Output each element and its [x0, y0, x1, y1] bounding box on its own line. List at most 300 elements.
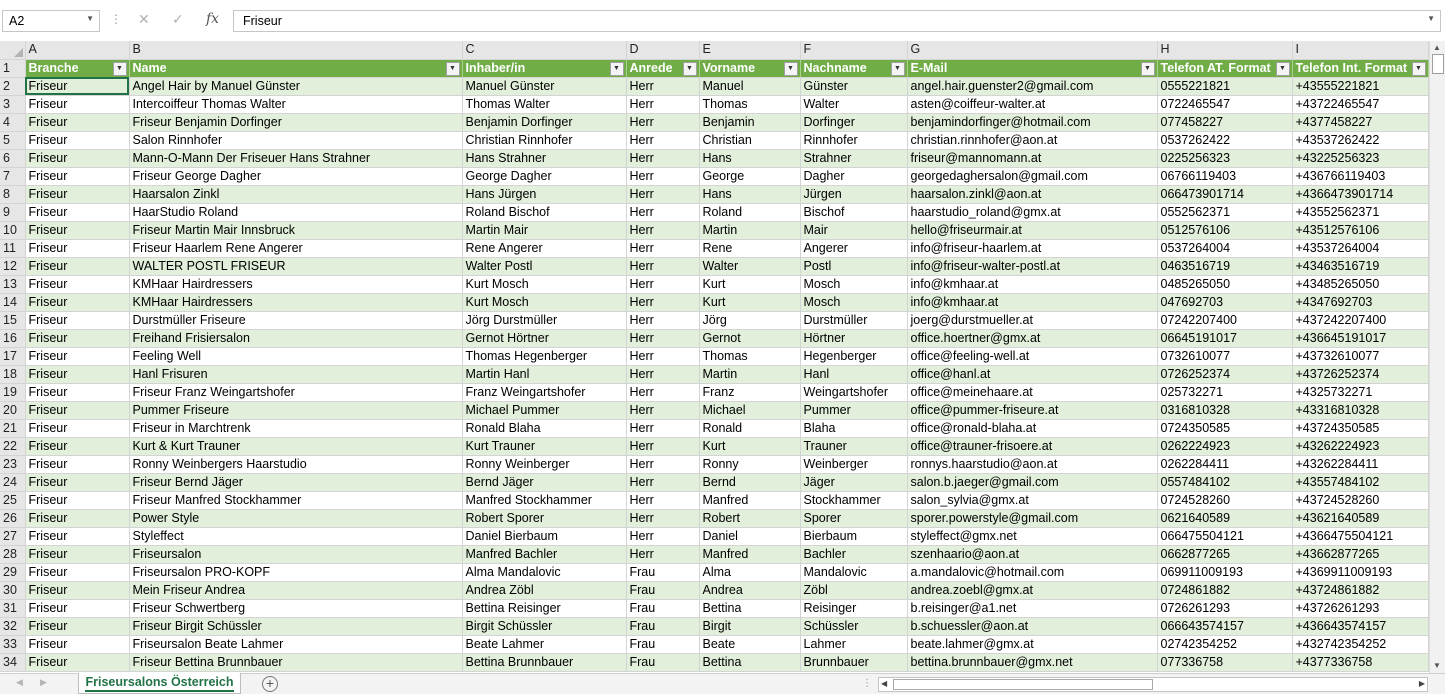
cell-i[interactable]: +43724350585	[1292, 419, 1428, 437]
cell-c[interactable]: Kurt Mosch	[462, 275, 626, 293]
vertical-scroll-thumb[interactable]	[1432, 54, 1444, 74]
cell-b[interactable]: WALTER POSTL FRISEUR	[129, 257, 462, 275]
scroll-left-icon[interactable]: ◀	[881, 679, 888, 688]
cell-e[interactable]: Walter	[699, 257, 800, 275]
cell-g[interactable]: a.mandalovic@hotmail.com	[907, 563, 1157, 581]
cell-e[interactable]: Alma	[699, 563, 800, 581]
cell-c[interactable]: Manuel Günster	[462, 77, 626, 95]
cell-b[interactable]: Salon Rinnhofer	[129, 131, 462, 149]
filter-dropdown-icon[interactable]: ▼	[113, 62, 127, 76]
cell-b[interactable]: KMHaar Hairdressers	[129, 293, 462, 311]
row-number[interactable]: 15	[0, 311, 25, 329]
cell-c[interactable]: Bettina Brunnbauer	[462, 653, 626, 671]
cell-h[interactable]: 0724861882	[1157, 581, 1292, 599]
cancel-icon[interactable]: ✕	[138, 11, 150, 27]
cell-b[interactable]: HaarStudio Roland	[129, 203, 462, 221]
header-cell[interactable]	[129, 59, 462, 77]
cell-i[interactable]: +436643574157	[1292, 617, 1428, 635]
cell-g[interactable]: b.reisinger@a1.net	[907, 599, 1157, 617]
cell-i[interactable]: +43262224923	[1292, 437, 1428, 455]
row-number[interactable]: 22	[0, 437, 25, 455]
cell-f[interactable]: Dorfinger	[800, 113, 907, 131]
cell-g[interactable]: christian.rinnhofer@aon.at	[907, 131, 1157, 149]
cell-f[interactable]: Weingartshofer	[800, 383, 907, 401]
cell-f[interactable]: Rinnhofer	[800, 131, 907, 149]
cell-i[interactable]: +43726252374	[1292, 365, 1428, 383]
cell-f[interactable]: Lahmer	[800, 635, 907, 653]
cell-c[interactable]: Benjamin Dorfinger	[462, 113, 626, 131]
cell-i[interactable]: +436766119403	[1292, 167, 1428, 185]
cell-a[interactable]: Friseur	[25, 365, 129, 383]
cell-e[interactable]: Gernot	[699, 329, 800, 347]
cell-e[interactable]: Franz	[699, 383, 800, 401]
cell-e[interactable]: Roland	[699, 203, 800, 221]
cell-f[interactable]: Angerer	[800, 239, 907, 257]
cell-c[interactable]: Daniel Bierbaum	[462, 527, 626, 545]
row-number[interactable]: 14	[0, 293, 25, 311]
scroll-up-icon[interactable]: ▲	[1433, 43, 1441, 52]
cell-c[interactable]: Bettina Reisinger	[462, 599, 626, 617]
cell-g[interactable]: office.hoertner@gmx.at	[907, 329, 1157, 347]
cell-f[interactable]: Brunnbauer	[800, 653, 907, 671]
cell-g[interactable]: georgedaghersalon@gmail.com	[907, 167, 1157, 185]
cell-e[interactable]: Kurt	[699, 293, 800, 311]
row-number[interactable]: 27	[0, 527, 25, 545]
cell-d[interactable]: Herr	[626, 77, 699, 95]
cell-b[interactable]: Mein Friseur Andrea	[129, 581, 462, 599]
column-header-a[interactable]: A	[25, 41, 129, 59]
row-number[interactable]: 5	[0, 131, 25, 149]
prev-sheet-icon[interactable]: ◀	[16, 677, 23, 687]
cell-i[interactable]: +4377336758	[1292, 653, 1428, 671]
cell-f[interactable]: Sporer	[800, 509, 907, 527]
cell-c[interactable]: Thomas Walter	[462, 95, 626, 113]
cell-b[interactable]: Friseursalon Beate Lahmer	[129, 635, 462, 653]
cell-g[interactable]: office@ronald-blaha.at	[907, 419, 1157, 437]
cell-e[interactable]: Bettina	[699, 653, 800, 671]
cell-d[interactable]: Herr	[626, 365, 699, 383]
cell-g[interactable]: info@friseur-haarlem.at	[907, 239, 1157, 257]
row-number[interactable]: 4	[0, 113, 25, 131]
cell-h[interactable]: 066643574157	[1157, 617, 1292, 635]
cell-c[interactable]: Martin Hanl	[462, 365, 626, 383]
cell-d[interactable]: Frau	[626, 563, 699, 581]
row-number[interactable]: 19	[0, 383, 25, 401]
cell-h[interactable]: 047692703	[1157, 293, 1292, 311]
cell-b[interactable]: Power Style	[129, 509, 462, 527]
row-number[interactable]: 31	[0, 599, 25, 617]
column-header-h[interactable]: H	[1157, 41, 1292, 59]
cell-b[interactable]: Friseursalon	[129, 545, 462, 563]
cell-h[interactable]: 0316810328	[1157, 401, 1292, 419]
cell-i[interactable]: +43724528260	[1292, 491, 1428, 509]
cell-b[interactable]: Mann-O-Mann Der Friseuer Hans Strahner	[129, 149, 462, 167]
cell-g[interactable]: haarstudio_roland@gmx.at	[907, 203, 1157, 221]
cell-i[interactable]: +43485265050	[1292, 275, 1428, 293]
cell-e[interactable]: Thomas	[699, 347, 800, 365]
filter-dropdown-icon[interactable]: ▼	[683, 62, 697, 76]
cell-d[interactable]: Herr	[626, 437, 699, 455]
cell-c[interactable]: Beate Lahmer	[462, 635, 626, 653]
cell-e[interactable]: Andrea	[699, 581, 800, 599]
cell-h[interactable]: 0262224923	[1157, 437, 1292, 455]
row-number[interactable]: 26	[0, 509, 25, 527]
insert-function-icon[interactable]: fx	[206, 11, 220, 27]
cell-e[interactable]: Rene	[699, 239, 800, 257]
cell-h[interactable]: 0726252374	[1157, 365, 1292, 383]
cell-h[interactable]: 0662877265	[1157, 545, 1292, 563]
cell-h[interactable]: 06766119403	[1157, 167, 1292, 185]
cell-h[interactable]: 02742354252	[1157, 635, 1292, 653]
cell-i[interactable]: +43316810328	[1292, 401, 1428, 419]
cell-a[interactable]: Friseur	[25, 185, 129, 203]
header-cell[interactable]	[907, 59, 1157, 77]
cell-g[interactable]: asten@coiffeur-walter.at	[907, 95, 1157, 113]
cell-i[interactable]: +43537262422	[1292, 131, 1428, 149]
filter-dropdown-icon[interactable]: ▼	[1276, 62, 1290, 76]
cell-e[interactable]: Benjamin	[699, 113, 800, 131]
cell-b[interactable]: Friseur Martin Mair Innsbruck	[129, 221, 462, 239]
cell-f[interactable]: Durstmüller	[800, 311, 907, 329]
cell-f[interactable]: Dagher	[800, 167, 907, 185]
cell-d[interactable]: Herr	[626, 113, 699, 131]
cell-b[interactable]: Feeling Well	[129, 347, 462, 365]
cell-h[interactable]: 0621640589	[1157, 509, 1292, 527]
next-sheet-icon[interactable]: ▶	[40, 677, 47, 687]
cell-f[interactable]: Hegenberger	[800, 347, 907, 365]
cell-a[interactable]: Friseur	[25, 131, 129, 149]
cell-h[interactable]: 025732271	[1157, 383, 1292, 401]
cell-b[interactable]: Friseur Manfred Stockhammer	[129, 491, 462, 509]
cell-a[interactable]: Friseur	[25, 257, 129, 275]
cell-i[interactable]: +43621640589	[1292, 509, 1428, 527]
cell-g[interactable]: salon_sylvia@gmx.at	[907, 491, 1157, 509]
cell-e[interactable]: Kurt	[699, 275, 800, 293]
cell-d[interactable]: Herr	[626, 401, 699, 419]
column-header-f[interactable]: F	[800, 41, 907, 59]
cell-i[interactable]: +43555221821	[1292, 77, 1428, 95]
filter-dropdown-icon[interactable]: ▼	[1412, 62, 1426, 76]
cell-a[interactable]: Friseur	[25, 527, 129, 545]
cell-g[interactable]: info@friseur-walter-postl.at	[907, 257, 1157, 275]
cell-a[interactable]: Friseur	[25, 473, 129, 491]
cell-f[interactable]: Mosch	[800, 293, 907, 311]
cell-g[interactable]: office@pummer-friseure.at	[907, 401, 1157, 419]
cell-i[interactable]: +432742354252	[1292, 635, 1428, 653]
cell-d[interactable]: Herr	[626, 347, 699, 365]
row-number[interactable]: 11	[0, 239, 25, 257]
header-cell[interactable]	[1292, 59, 1428, 77]
cell-a[interactable]: Friseur	[25, 401, 129, 419]
tab-splitter-icon[interactable]: ⋮	[862, 678, 871, 689]
cell-i[interactable]: +43512576106	[1292, 221, 1428, 239]
cell-h[interactable]: 0463516719	[1157, 257, 1292, 275]
cell-e[interactable]: Martin	[699, 365, 800, 383]
cell-a[interactable]: Friseur	[25, 437, 129, 455]
cell-e[interactable]: Bettina	[699, 599, 800, 617]
cell-a[interactable]: Friseur	[25, 203, 129, 221]
scroll-right-icon[interactable]: ▶	[1418, 679, 1425, 688]
sheet-tab-active[interactable]: Friseursalons Österreich	[78, 673, 241, 694]
cell-c[interactable]: George Dagher	[462, 167, 626, 185]
enter-icon[interactable]: ✓	[172, 11, 184, 27]
cell-b[interactable]: Friseur Bernd Jäger	[129, 473, 462, 491]
cell-d[interactable]: Herr	[626, 257, 699, 275]
cell-a[interactable]: Friseur	[25, 653, 129, 671]
cell-h[interactable]: 0552562371	[1157, 203, 1292, 221]
cell-d[interactable]: Herr	[626, 509, 699, 527]
cell-i[interactable]: +4366473901714	[1292, 185, 1428, 203]
column-header-c[interactable]: C	[462, 41, 626, 59]
cell-f[interactable]: Pummer	[800, 401, 907, 419]
cell-b[interactable]: Durstmüller Friseure	[129, 311, 462, 329]
cell-d[interactable]: Herr	[626, 95, 699, 113]
cell-g[interactable]: benjamindorfinger@hotmail.com	[907, 113, 1157, 131]
cell-f[interactable]: Bischof	[800, 203, 907, 221]
cell-a[interactable]: Friseur	[25, 77, 129, 95]
cell-g[interactable]: szenhaario@aon.at	[907, 545, 1157, 563]
cell-c[interactable]: Thomas Hegenberger	[462, 347, 626, 365]
cell-g[interactable]: info@kmhaar.at	[907, 293, 1157, 311]
cell-g[interactable]: haarsalon.zinkl@aon.at	[907, 185, 1157, 203]
cell-g[interactable]: friseur@mannomann.at	[907, 149, 1157, 167]
cell-c[interactable]: Manfred Stockhammer	[462, 491, 626, 509]
cell-b[interactable]: Friseursalon PRO-KOPF	[129, 563, 462, 581]
cell-h[interactable]: 0262284411	[1157, 455, 1292, 473]
cell-i[interactable]: +4377458227	[1292, 113, 1428, 131]
cell-e[interactable]: Manuel	[699, 77, 800, 95]
cell-g[interactable]: info@kmhaar.at	[907, 275, 1157, 293]
cell-d[interactable]: Herr	[626, 221, 699, 239]
cell-g[interactable]: office@trauner-frisoere.at	[907, 437, 1157, 455]
cell-d[interactable]: Herr	[626, 545, 699, 563]
cell-i[interactable]: +43463516719	[1292, 257, 1428, 275]
column-header-i[interactable]: I	[1292, 41, 1428, 59]
horizontal-scroll-thumb[interactable]	[893, 679, 1153, 690]
cell-d[interactable]: Herr	[626, 455, 699, 473]
column-header-d[interactable]: D	[626, 41, 699, 59]
cell-c[interactable]: Birgit Schüssler	[462, 617, 626, 635]
cell-b[interactable]: Freihand Frisiersalon	[129, 329, 462, 347]
cell-g[interactable]: andrea.zoebl@gmx.at	[907, 581, 1157, 599]
cell-b[interactable]: Intercoiffeur Thomas Walter	[129, 95, 462, 113]
cell-d[interactable]: Frau	[626, 599, 699, 617]
cell-a[interactable]: Friseur	[25, 95, 129, 113]
row-number[interactable]: 2	[0, 77, 25, 95]
cell-c[interactable]: Robert Sporer	[462, 509, 626, 527]
cell-d[interactable]: Herr	[626, 167, 699, 185]
cell-e[interactable]: Birgit	[699, 617, 800, 635]
cell-g[interactable]: hello@friseurmair.at	[907, 221, 1157, 239]
cell-c[interactable]: Gernot Hörtner	[462, 329, 626, 347]
cell-a[interactable]: Friseur	[25, 617, 129, 635]
cell-b[interactable]: Friseur George Dagher	[129, 167, 462, 185]
horizontal-scrollbar[interactable]	[878, 677, 1428, 692]
row-number[interactable]: 8	[0, 185, 25, 203]
cell-b[interactable]: Friseur Schwertberg	[129, 599, 462, 617]
cell-f[interactable]: Jürgen	[800, 185, 907, 203]
cell-a[interactable]: Friseur	[25, 491, 129, 509]
column-header-b[interactable]: B	[129, 41, 462, 59]
cell-h[interactable]: 07242207400	[1157, 311, 1292, 329]
row-number[interactable]: 23	[0, 455, 25, 473]
cell-c[interactable]: Alma Mandalovic	[462, 563, 626, 581]
cell-d[interactable]: Herr	[626, 239, 699, 257]
formula-input[interactable]	[233, 10, 1441, 32]
cell-a[interactable]: Friseur	[25, 509, 129, 527]
row-number[interactable]: 1	[0, 59, 25, 77]
cell-a[interactable]: Friseur	[25, 311, 129, 329]
cell-e[interactable]: Hans	[699, 185, 800, 203]
cell-h[interactable]: 0722465547	[1157, 95, 1292, 113]
cell-f[interactable]: Weinberger	[800, 455, 907, 473]
cell-d[interactable]: Herr	[626, 149, 699, 167]
cell-a[interactable]: Friseur	[25, 455, 129, 473]
cell-a[interactable]: Friseur	[25, 329, 129, 347]
row-number[interactable]: 21	[0, 419, 25, 437]
cell-f[interactable]: Jäger	[800, 473, 907, 491]
cell-i[interactable]: +436645191017	[1292, 329, 1428, 347]
cell-g[interactable]: b.schuessler@aon.at	[907, 617, 1157, 635]
cell-d[interactable]: Herr	[626, 293, 699, 311]
cell-b[interactable]: Kurt & Kurt Trauner	[129, 437, 462, 455]
cell-d[interactable]: Herr	[626, 311, 699, 329]
cell-i[interactable]: +43537264004	[1292, 239, 1428, 257]
cell-f[interactable]: Postl	[800, 257, 907, 275]
cell-i[interactable]: +43552562371	[1292, 203, 1428, 221]
cell-a[interactable]: Friseur	[25, 275, 129, 293]
cell-i[interactable]: +43724861882	[1292, 581, 1428, 599]
cell-f[interactable]: Hörtner	[800, 329, 907, 347]
cell-f[interactable]: Blaha	[800, 419, 907, 437]
cell-e[interactable]: Robert	[699, 509, 800, 527]
cell-b[interactable]: Friseur Benjamin Dorfinger	[129, 113, 462, 131]
cell-g[interactable]: office@feeling-well.at	[907, 347, 1157, 365]
cell-g[interactable]: ronnys.haarstudio@aon.at	[907, 455, 1157, 473]
cell-a[interactable]: Friseur	[25, 347, 129, 365]
cell-i[interactable]: +4366475504121	[1292, 527, 1428, 545]
row-number[interactable]: 28	[0, 545, 25, 563]
cell-i[interactable]: +4369911009193	[1292, 563, 1428, 581]
row-number[interactable]: 32	[0, 617, 25, 635]
row-number[interactable]: 9	[0, 203, 25, 221]
cell-a[interactable]: Friseur	[25, 113, 129, 131]
cell-c[interactable]: Rene Angerer	[462, 239, 626, 257]
cell-i[interactable]: +437242207400	[1292, 311, 1428, 329]
cell-i[interactable]: +4347692703	[1292, 293, 1428, 311]
cell-d[interactable]: Herr	[626, 329, 699, 347]
cell-c[interactable]: Hans Strahner	[462, 149, 626, 167]
cell-h[interactable]: 0732610077	[1157, 347, 1292, 365]
cell-c[interactable]: Kurt Mosch	[462, 293, 626, 311]
cell-e[interactable]: Michael	[699, 401, 800, 419]
cell-e[interactable]: Bernd	[699, 473, 800, 491]
cell-a[interactable]: Friseur	[25, 563, 129, 581]
cell-i[interactable]: +43557484102	[1292, 473, 1428, 491]
cell-d[interactable]: Herr	[626, 527, 699, 545]
cell-c[interactable]: Roland Bischof	[462, 203, 626, 221]
cell-f[interactable]: Strahner	[800, 149, 907, 167]
row-number[interactable]: 17	[0, 347, 25, 365]
cell-i[interactable]: +43726261293	[1292, 599, 1428, 617]
cell-i[interactable]: +4325732271	[1292, 383, 1428, 401]
cell-b[interactable]: Angel Hair by Manuel Günster	[129, 77, 462, 95]
cell-f[interactable]: Walter	[800, 95, 907, 113]
row-number[interactable]: 16	[0, 329, 25, 347]
cell-g[interactable]: styleffect@gmx.net	[907, 527, 1157, 545]
cell-f[interactable]: Mair	[800, 221, 907, 239]
cell-d[interactable]: Herr	[626, 275, 699, 293]
cell-b[interactable]: Ronny Weinbergers Haarstudio	[129, 455, 462, 473]
cell-i[interactable]: +43662877265	[1292, 545, 1428, 563]
cell-e[interactable]: Martin	[699, 221, 800, 239]
cell-f[interactable]: Mosch	[800, 275, 907, 293]
cell-d[interactable]: Herr	[626, 203, 699, 221]
chevron-down-icon[interactable]: ▼	[86, 14, 94, 23]
cell-h[interactable]: 0537262422	[1157, 131, 1292, 149]
cell-f[interactable]: Hanl	[800, 365, 907, 383]
cell-a[interactable]: Friseur	[25, 599, 129, 617]
cell-h[interactable]: 0557484102	[1157, 473, 1292, 491]
cell-b[interactable]: Styleffect	[129, 527, 462, 545]
worksheet-grid[interactable]	[0, 41, 1445, 672]
row-number[interactable]: 10	[0, 221, 25, 239]
cell-c[interactable]: Ronald Blaha	[462, 419, 626, 437]
cell-e[interactable]: Jörg	[699, 311, 800, 329]
cell-b[interactable]: Friseur Haarlem Rene Angerer	[129, 239, 462, 257]
row-number[interactable]: 18	[0, 365, 25, 383]
header-cell[interactable]	[800, 59, 907, 77]
row-number[interactable]: 25	[0, 491, 25, 509]
cell-h[interactable]: 0225256323	[1157, 149, 1292, 167]
cell-a[interactable]: Friseur	[25, 149, 129, 167]
cell-c[interactable]: Christian Rinnhofer	[462, 131, 626, 149]
cell-d[interactable]: Frau	[626, 617, 699, 635]
cell-b[interactable]: Pummer Friseure	[129, 401, 462, 419]
row-number[interactable]: 33	[0, 635, 25, 653]
cell-i[interactable]: +43722465547	[1292, 95, 1428, 113]
cell-g[interactable]: angel.hair.guenster2@gmail.com	[907, 77, 1157, 95]
cell-d[interactable]: Herr	[626, 419, 699, 437]
cell-h[interactable]: 0555221821	[1157, 77, 1292, 95]
chevron-down-icon[interactable]: ▼	[1427, 14, 1435, 23]
cell-a[interactable]: Friseur	[25, 239, 129, 257]
cell-e[interactable]: George	[699, 167, 800, 185]
row-number[interactable]: 24	[0, 473, 25, 491]
column-header-g[interactable]: G	[907, 41, 1157, 59]
row-number[interactable]: 3	[0, 95, 25, 113]
scroll-down-icon[interactable]: ▼	[1433, 661, 1441, 670]
cell-c[interactable]: Kurt Trauner	[462, 437, 626, 455]
cell-a[interactable]: Friseur	[25, 293, 129, 311]
cell-f[interactable]: Mandalovic	[800, 563, 907, 581]
cell-d[interactable]: Frau	[626, 581, 699, 599]
column-header-e[interactable]: E	[699, 41, 800, 59]
cell-e[interactable]: Manfred	[699, 491, 800, 509]
cell-c[interactable]: Franz Weingartshofer	[462, 383, 626, 401]
cell-h[interactable]: 066475504121	[1157, 527, 1292, 545]
cell-c[interactable]: Jörg Durstmüller	[462, 311, 626, 329]
cell-e[interactable]: Thomas	[699, 95, 800, 113]
add-sheet-icon[interactable]: +	[262, 676, 278, 692]
cell-f[interactable]: Bachler	[800, 545, 907, 563]
row-number[interactable]: 13	[0, 275, 25, 293]
cell-g[interactable]: office@meinehaare.at	[907, 383, 1157, 401]
cell-g[interactable]: bettina.brunnbauer@gmx.net	[907, 653, 1157, 671]
name-box[interactable]	[2, 10, 100, 32]
cell-f[interactable]: Bierbaum	[800, 527, 907, 545]
cell-e[interactable]: Beate	[699, 635, 800, 653]
